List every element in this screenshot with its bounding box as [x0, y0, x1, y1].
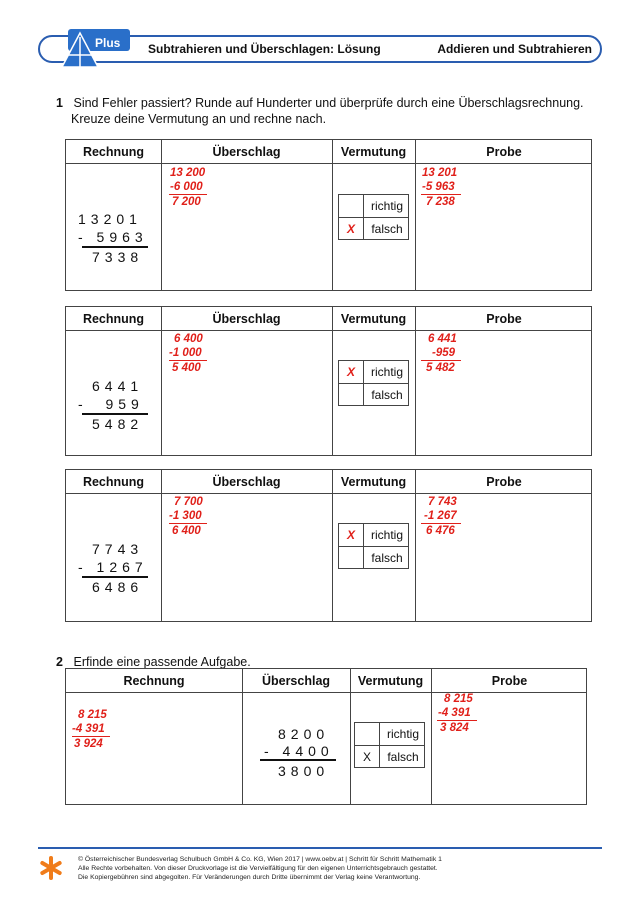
- guess-box: [338, 360, 409, 406]
- check-minuend: 13 201: [422, 167, 458, 179]
- label-falsch: falsch: [371, 388, 403, 402]
- check-subtrahend: -1 267: [424, 510, 457, 522]
- table-3: [65, 469, 592, 622]
- estimate-subtrahend: -1 300: [169, 510, 202, 522]
- header-probe: Probe: [486, 475, 522, 489]
- task-1-line-2: Kreuze deine Vermutung an und rechne nach.: [71, 112, 327, 126]
- check-minuend: 8 215: [444, 693, 473, 705]
- table-1: [65, 139, 592, 291]
- header-rechnung: Rechnung: [82, 475, 145, 489]
- header-vermutung: Vermutung: [357, 674, 424, 688]
- estimate-minuend: 7 700: [174, 496, 203, 508]
- label-richtig: richtig: [370, 528, 403, 542]
- header-ueberschlag: Überschlag: [212, 312, 281, 326]
- estimate-result: 5 400: [172, 362, 201, 374]
- label-richtig: richtig: [370, 199, 403, 213]
- footer-copyright: [78, 855, 442, 882]
- guess-box: [338, 194, 409, 240]
- header-probe: Probe: [486, 145, 522, 159]
- task-1-instruction: [56, 95, 584, 127]
- publisher-star-icon: [38, 855, 64, 881]
- footer-line-2: Alle Rechte vorbehalten. Von dieser Druckvorlage ist die Vervielfältigung für den eigenen Unterrichtsgebrauch gestattet.: [78, 865, 438, 872]
- header-rechnung: Rechnung: [123, 674, 185, 688]
- label-richtig: richtig: [370, 365, 403, 379]
- calc-result: 5482: [92, 416, 144, 432]
- calc-subtrahend: -4 391: [72, 723, 105, 735]
- guess-box: [338, 523, 409, 569]
- estimate-minuend: 8200: [278, 726, 330, 742]
- calc-subtrahend: - 1267: [78, 559, 148, 575]
- check-minuend: 6 441: [428, 333, 457, 345]
- chapter-title: Addieren und Subtrahieren: [437, 42, 592, 56]
- calc-result: 7338: [92, 249, 144, 265]
- calc-result: 6486: [92, 579, 144, 595]
- header-probe: Probe: [486, 312, 522, 326]
- task-2-number: 2: [56, 655, 63, 669]
- header-vermutung: Vermutung: [340, 145, 407, 159]
- estimate-result: 3800: [278, 763, 330, 779]
- header-rechnung: Rechnung: [82, 312, 145, 326]
- estimate-result: 7 200: [172, 196, 201, 208]
- check-subtrahend: -5 963: [422, 181, 455, 193]
- estimate-subtrahend: - 4400: [264, 743, 334, 759]
- header-vermutung: Vermutung: [340, 475, 407, 489]
- header-ueberschlag: Überschlag: [261, 674, 331, 688]
- estimate-minuend: 6 400: [174, 333, 203, 345]
- calc-minuend: 13201: [78, 211, 142, 227]
- check-result: 7 238: [426, 196, 455, 208]
- label-falsch: falsch: [387, 750, 419, 764]
- task-2-text: Erfinde eine passende Aufgabe.: [73, 655, 251, 669]
- table-4: [65, 668, 587, 805]
- header-probe: Probe: [491, 674, 528, 688]
- check-subtrahend: -4 391: [438, 707, 471, 719]
- calc-subtrahend: - 5963: [78, 229, 148, 245]
- calc-minuend: 8 215: [78, 709, 107, 721]
- estimate-subtrahend: -1 000: [169, 347, 202, 359]
- mark-richtig[interactable]: X: [346, 528, 355, 542]
- logo-text: Plus: [95, 36, 121, 50]
- task-1-line-1: Sind Fehler passiert? Runde auf Hunderter und überprüfe durch eine Überschlagsrechnung.: [73, 96, 584, 110]
- table-2: [65, 306, 592, 456]
- header-vermutung: Vermutung: [340, 312, 407, 326]
- check-result: 5 482: [426, 362, 455, 374]
- calc-minuend: 6441: [92, 378, 144, 394]
- task-1-number: 1: [56, 96, 63, 110]
- footer-divider: [38, 847, 602, 849]
- mark-falsch[interactable]: X: [362, 750, 371, 764]
- footer-line-3: Die Kopiergebühren sind abgegolten. Für Veränderungen durch Dritte übernimmt der Verlag keine Verantwortung.: [78, 874, 421, 881]
- check-result: 6 476: [426, 525, 455, 537]
- footer-line-1: © Österreichischer Bundesverlag Schulbuch GmbH & Co. KG, Wien 2017 | www.oebv.at | Schritt für Schritt Mathematik 1: [78, 856, 442, 863]
- mark-richtig[interactable]: X: [346, 365, 355, 379]
- estimate-subtrahend: -6 000: [170, 181, 203, 193]
- label-falsch: falsch: [371, 222, 403, 236]
- calc-subtrahend: - 959: [78, 396, 144, 412]
- estimate-result: 6 400: [172, 525, 201, 537]
- header-ueberschlag: Überschlag: [212, 145, 281, 159]
- label-richtig: richtig: [386, 727, 419, 741]
- check-minuend: 7 743: [428, 496, 457, 508]
- estimate-minuend: 13 200: [170, 167, 206, 179]
- mark-falsch[interactable]: X: [346, 222, 355, 236]
- page-title: Subtrahieren und Überschlagen: Lösung: [148, 42, 381, 56]
- calc-result: 3 924: [74, 738, 103, 750]
- header-ueberschlag: Überschlag: [212, 475, 281, 489]
- check-subtrahend: -959: [432, 347, 456, 359]
- header-rechnung: Rechnung: [82, 145, 145, 159]
- guess-box: [354, 722, 425, 768]
- label-falsch: falsch: [371, 551, 403, 565]
- check-result: 3 824: [440, 722, 469, 734]
- calc-minuend: 7743: [92, 541, 144, 557]
